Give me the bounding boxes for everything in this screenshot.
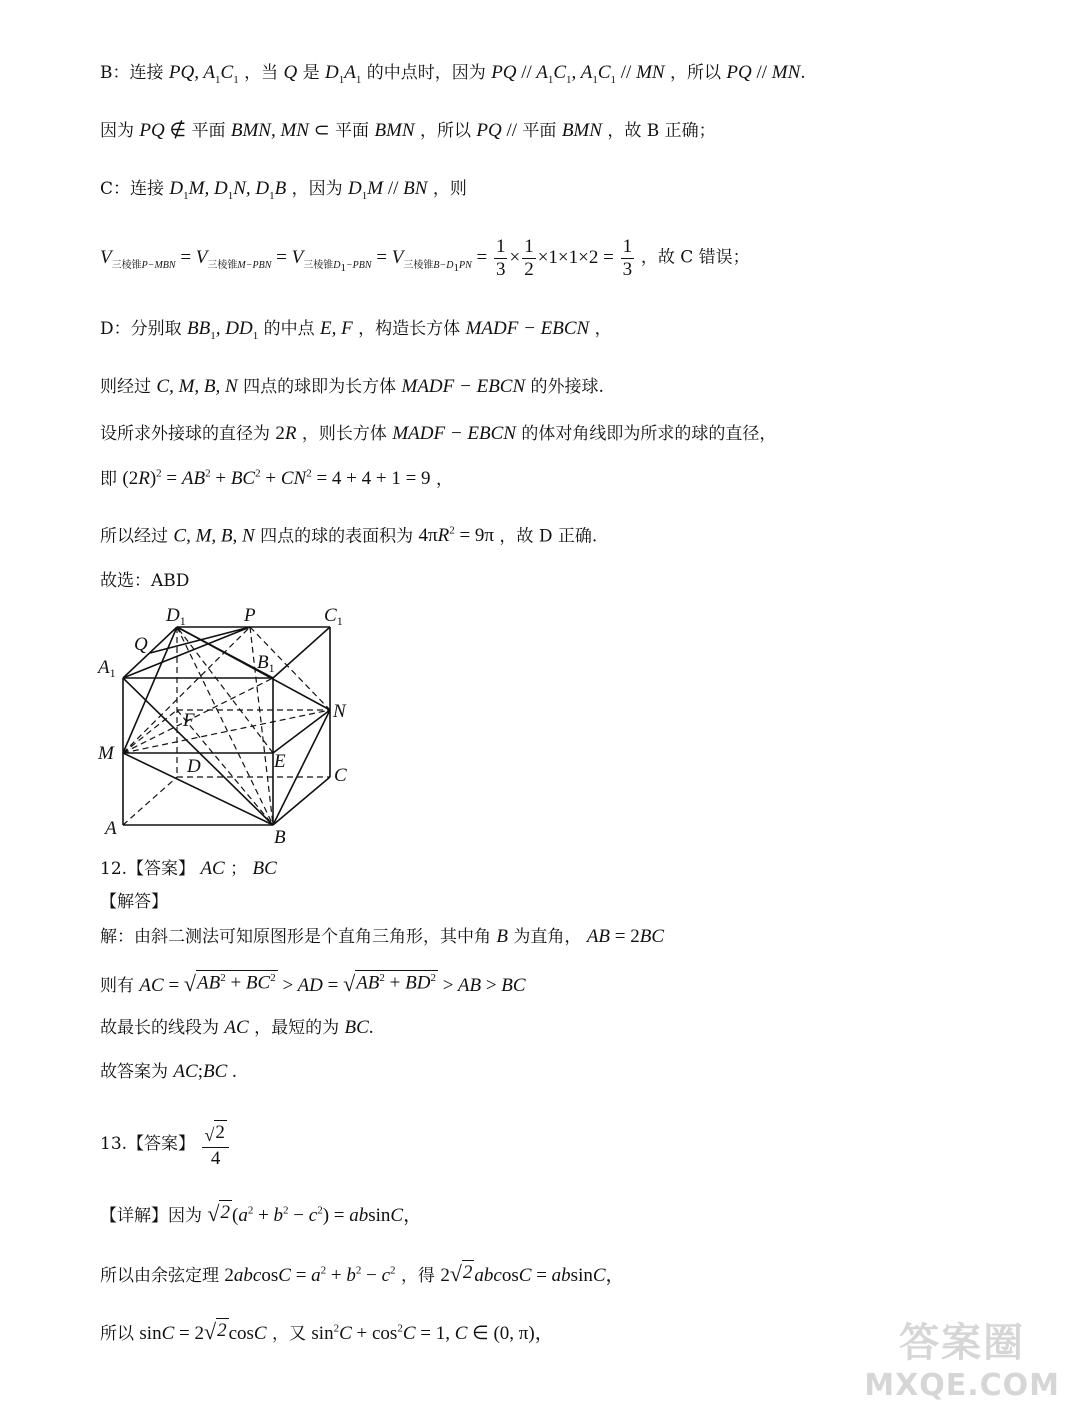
text: 平面 — [191, 121, 226, 141]
label-d: D — [187, 756, 201, 777]
option-b-lead: B：连接 — [100, 63, 164, 83]
math-pq-par: PQ // — [476, 120, 518, 141]
math-area: $4\pi R^2 = 9\pi$ — [418, 525, 495, 547]
math-cuboid: MADF − EBCN — [465, 318, 590, 339]
q13-line-1 — [100, 1200, 422, 1228]
option-c-volume-line — [100, 236, 750, 281]
math-parallel-2: PQ // MN — [726, 62, 801, 83]
label-f: F — [183, 710, 195, 731]
option-d-lead: D：分别取 — [100, 319, 182, 339]
text: 平面 — [522, 121, 557, 141]
text: ，则长方体 — [301, 424, 387, 444]
label-c1: $C_1$ — [324, 605, 343, 628]
math-ac-bc: AC;BC . — [173, 1061, 237, 1082]
text: ， — [435, 469, 453, 490]
text: 平面 — [335, 121, 370, 141]
math-parallel-1: PQ // $A_1C_1$, $A_1C_1$ // MN — [491, 62, 665, 86]
math-ac: AC — [224, 1017, 249, 1038]
text: 故最长的线段为 — [100, 1018, 219, 1038]
text: 则经过 — [100, 377, 151, 397]
option-d-line-4 — [100, 468, 453, 491]
text: ，故 D 正确. — [499, 526, 598, 547]
math-identity: $\sin^2C + \cos^2C = 1$, C ∈ (0, π)， — [311, 1322, 554, 1344]
option-b-line — [100, 62, 806, 87]
label-c: C — [334, 765, 347, 786]
text: ，所以 — [669, 63, 721, 83]
watermark-logo — [864, 1311, 1060, 1403]
math-cosine-law: $2abcosC = a^2 + b^2 - c^2$ — [224, 1264, 396, 1286]
text: ，构造长方体 — [358, 319, 461, 339]
text: 是 — [302, 63, 320, 83]
q13-head: 13.【答案】 — [100, 1134, 196, 1155]
option-c-lead: C：连接 — [100, 179, 165, 199]
math-bmn: BMN — [374, 120, 415, 141]
math-ab-2bc: AB = 2BC — [586, 926, 665, 947]
answer-line: 故选：ABD — [100, 571, 190, 591]
math-sin-cos: sinC = 2 √ 2 cosC — [139, 1318, 267, 1344]
q12-jieda: 【解答】 — [100, 892, 168, 912]
math-cmbn-2: C, M, B, N — [173, 525, 255, 547]
text: 故答案为 — [100, 1062, 168, 1082]
label-q: Q — [134, 634, 148, 655]
option-d-line-2 — [100, 376, 604, 399]
math-bmn-mn: BMN, MN ⊂ — [230, 120, 330, 141]
option-b-line-2 — [100, 120, 716, 143]
text: . — [800, 63, 806, 83]
option-d-line — [100, 318, 612, 343]
q12-head: 12.【答案】 — [100, 859, 196, 879]
text: ； — [230, 859, 248, 879]
text: 【详解】因为 — [100, 1205, 202, 1226]
watermark-bottom: MXQE.COM — [864, 1368, 1060, 1403]
q13-line-2 — [100, 1260, 625, 1288]
label-b: B — [274, 827, 286, 848]
q12-line-4 — [100, 1061, 237, 1084]
text: ， — [594, 319, 612, 339]
math-diagonal: $(2R)^2 = AB^2 + BC^2 + CN^2 = 4 + 4 + 1 = 9$ — [122, 468, 431, 490]
text: 所以 — [100, 1323, 134, 1344]
option-d-line-5 — [100, 525, 597, 548]
text: 所以由余弦定理 — [100, 1265, 219, 1286]
label-a: A — [105, 818, 117, 839]
math-q: Q — [283, 62, 298, 83]
math-d1m-d1n-d1b: $D_1M$, $D_1N$, $D_1B$ — [169, 178, 287, 202]
label-e: E — [274, 751, 286, 772]
text: ，故 C 错误； — [640, 247, 750, 268]
q13-answer-line — [100, 1120, 231, 1170]
text: ，最短的为 — [254, 1018, 340, 1038]
math-pq-a1c1: PQ, $A_1C_1$ — [168, 62, 239, 86]
text: ，故 B 正确； — [607, 121, 716, 141]
math-sqrt2-over-4: √ 2 4 — [200, 1133, 230, 1154]
math-result: 2 √ 2 abcosC = absinC， — [440, 1260, 625, 1286]
option-d-line-3 — [100, 423, 776, 446]
math-e-f: E, F — [320, 318, 353, 339]
math-bc: BC. — [344, 1017, 374, 1038]
text: 即 — [100, 469, 117, 490]
text: 四点的球的表面积为 — [260, 526, 414, 547]
label-p: P — [244, 605, 256, 626]
text: ，又 — [272, 1323, 306, 1344]
text: ，当 — [244, 63, 279, 83]
text: ，因为 — [291, 179, 343, 199]
q12-line-1 — [100, 926, 664, 949]
math-d1a1: $D_1A_1$ — [325, 62, 362, 86]
math-d1m-par-bn: $D_1M$ // BN — [348, 178, 428, 202]
q13-line-3 — [100, 1318, 554, 1346]
text: ，则 — [432, 179, 467, 199]
text: ，得 — [400, 1265, 435, 1286]
text: 的外接球. — [530, 377, 604, 397]
label-n: N — [333, 701, 346, 722]
watermark-top: 答案圈 — [899, 1320, 1026, 1366]
math-given: √ 2 $(a^2 + b^2 - c^2) = absinC$， — [207, 1200, 423, 1226]
q12-line-2 — [100, 970, 526, 998]
label-b1: $B_1$ — [257, 652, 275, 675]
q12-ans1: AC — [200, 858, 225, 879]
text: 所以经过 — [100, 526, 168, 547]
text: 解：由斜二测法可知原图形是个直角三角形，其中角 — [100, 927, 491, 947]
math-b: B — [496, 926, 509, 947]
math-inequality: AC = √ $AB^2 + BC^2$ > AD = √ $AB^2 + BD^2$ > AB > BC — [139, 971, 526, 997]
text: 为直角， — [513, 927, 582, 947]
label-m: M — [98, 743, 114, 764]
text: 的中点时，因为 — [366, 63, 486, 83]
label-d1: $D_1$ — [166, 605, 186, 628]
text: 设所求外接球的直径为 — [100, 424, 270, 444]
math-bb1-dd1: $BB_1$, $DD_1$ — [187, 318, 259, 342]
text: 因为 — [100, 121, 134, 141]
math-cuboid-3: MADF − EBCN — [392, 423, 516, 444]
text: ，所以 — [419, 121, 471, 141]
math-bmn-2: BMN — [561, 120, 602, 141]
math-2r: 2R — [275, 423, 297, 444]
math-volume-chain: $V_{三棱锥P-MBN} = V_{三棱锥M-PBN} = V_{三棱锥D_1-PBN} = V_{三棱锥B-D_1PN}$ = $\frac{1}{3}$ × $\frac{1}{2}$ ×1×1×2 = $\frac{1}{3}$ — [100, 236, 633, 280]
cuboid-figure — [92, 600, 362, 850]
text: 则有 — [100, 976, 134, 997]
label-a1: $A_1$ — [98, 657, 116, 680]
text: 的中点 — [263, 319, 315, 339]
math-cmbn: C, M, B, N — [156, 376, 238, 397]
text: 的体对角线即为所求的球的直径， — [521, 424, 777, 444]
math-cuboid-2: MADF − EBCN — [401, 376, 526, 397]
q12-answer-line — [100, 858, 277, 881]
q12-ans2: BC — [252, 858, 277, 879]
text: 四点的球即为长方体 — [243, 377, 397, 397]
option-c-line — [100, 178, 467, 203]
q12-line-3 — [100, 1017, 374, 1040]
math-pq: PQ ∉ — [139, 120, 187, 141]
